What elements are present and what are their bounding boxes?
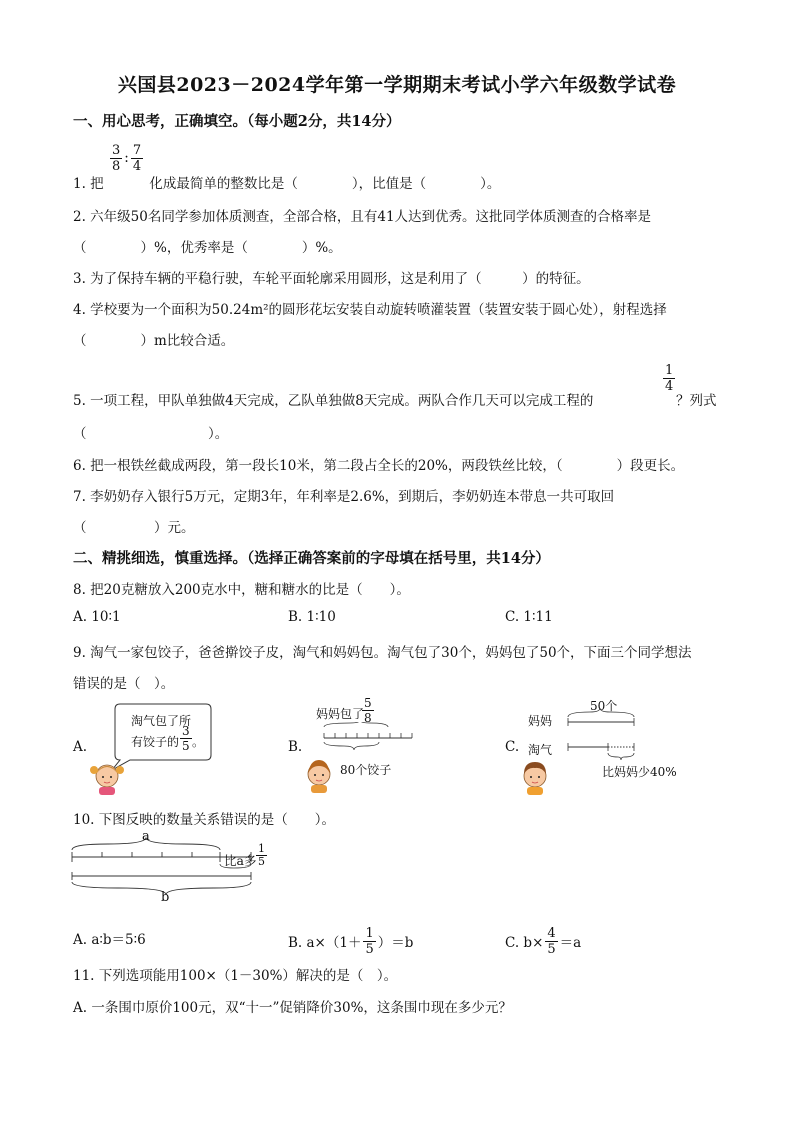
q10-label-more: 比a多 [224,853,257,868]
question-5-fraction: $\frac{1}{4}$ [665,363,674,394]
q9-option-c-figure [510,700,650,800]
q10-option-a: A. a∶b＝5∶6 [73,932,146,948]
q8-option-b: B. 1∶10 [288,609,336,625]
question-6: 6. 把一根铁丝截成两段，第一段长10米，第二段占全长的20%，两段铁丝比较，（ ）段更长。 [73,458,685,474]
q8-option-c: C. 1∶11 [505,609,553,625]
question-10: 10. 下图反映的数量关系错误的是（ ）。 [73,812,336,828]
q10-fraction: $\frac{1}{5}$ [258,842,265,868]
q9-a-bubble-end: 。 [192,735,205,749]
question-2-line2: （ ）%，优秀率是（ ）%。 [73,240,342,256]
question-7-line1: 7. 李奶奶存入银行5万元，定期3年，年利率是2.6%，到期后，李奶奶连本带息一共可取回 [73,489,615,505]
section2-heading: 二、精挑细选，慎重选择。（选择正确答案前的字母填在括号里，共14分） [73,550,550,567]
question-3: 3. 为了保持车辆的平稳行驶，车轮平面轮廓采用圆形，这是利用了（ ）的特征。 [73,271,590,287]
bottom-brace [324,742,379,750]
girl-avatar-icon [90,765,124,795]
question-7-line2: （ ）元。 [73,520,195,536]
question-4-line2: （ ）m比较合适。 [73,333,235,349]
q9-b-bottom-label: 80个饺子 [340,763,392,777]
q9-a-bubble-line1: 淘气包了所 [131,714,192,728]
question-9-line2: 错误的是（ ）。 [73,676,175,692]
q9-c-bottom-label: 比妈妈少40% [602,765,677,779]
top-brace [324,722,388,727]
fraction-7-4: $\frac{7}{4}$ [132,143,142,174]
q8-option-a: A. 10∶1 [73,609,121,625]
question-2-line1: 2. 六年级50名同学参加体质测查，全部合格，且有41人达到优秀。这批同学体质测查的合格率是 [73,209,652,225]
girl-avatar-icon [308,760,330,793]
question-5-line2: （ ）。 [73,426,229,442]
question-5-suffix: ？列式 [676,393,717,409]
boy-avatar-icon [524,762,546,795]
q9-option-b-label: B. [288,739,303,755]
q10-option-c: C. b× $\frac{4}{5}$ ＝a [505,926,582,957]
q11-option-a: A. 一条围巾原价100元，双“十一”促销降价30%，这条围巾现在多少元？ [73,1000,512,1016]
q9-b-fraction: $\frac{5}{8}$ [364,696,372,725]
q9-b-top-label: 妈妈包了 [316,707,365,721]
question-4-line1: 4. 学校要为一个面积为50.24m²的圆形花坛安装自动旋转喷灌装置（装置安装于圆心处），射程选择 [73,302,667,318]
q10-label-b: b [161,890,170,905]
question-8: 8. 把20克糖放入200克水中，糖和糖水的比是（ ）。 [73,582,410,598]
q9-option-c-label: C. [505,739,520,755]
question-9-line1: 9. 淘气一家包饺子，爸爸擀饺子皮，淘气和妈妈包。淘气包了30个，妈妈包了50个，下面三个同学想法 [73,645,692,661]
q9-c-row1-label: 妈妈 [528,714,553,728]
q10-label-a: a [142,829,150,844]
exam-title: 兴国县2023－2024学年第一学期期末考试小学六年级数学试卷 [117,74,677,96]
q9-c-row2-label: 淘气 [528,743,553,757]
question-5: 5. 一项工程，甲队单独做4天完成，乙队单独做8天完成。两队合作几天可以完成工程的 [73,393,594,409]
top-brace [568,708,634,717]
bottom-brace [608,753,634,760]
q9-a-fraction: $\frac{3}{5}$ [182,724,190,753]
q9-option-a-label: A. [73,739,88,755]
section1-heading: 一、用心思考，正确填空。（每小题2分，共14分） [73,113,401,130]
q9-option-b-figure [300,722,420,797]
question-11: 11. 下列选项能用100×（1－30%）解决的是（ ）。 [73,968,398,984]
q9-a-bubble-line2: 有饺子的 [131,735,180,749]
segment-ticks [324,733,412,738]
q10-option-b: B. a×（1＋ $\frac{1}{5}$ ）＝b [288,926,414,957]
fraction-3-8: $\frac{3}{8}$ [111,143,121,174]
q9-c-top-label: 50个 [590,699,618,713]
question-1: 1. 把 $\frac{3}{8}$ : $\frac{7}{4}$ 化成最简单的整数比是（ ），比值是（ ）。 [73,143,501,192]
